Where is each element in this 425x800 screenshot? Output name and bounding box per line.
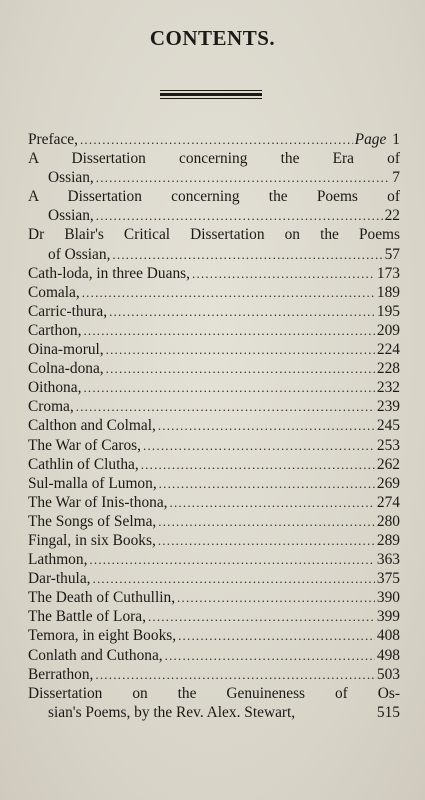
toc-entry-title: Conlath and Cuthona, — [28, 646, 163, 664]
ornamental-rule-bottom — [160, 98, 262, 99]
page-number-value: 498 — [376, 646, 400, 664]
toc-page-number — [377, 436, 400, 455]
dot-leader — [106, 359, 375, 378]
dot-leader — [82, 283, 375, 302]
dot-leader — [158, 512, 375, 531]
toc-page-number — [377, 340, 400, 359]
page-number-value: 7 — [392, 169, 400, 187]
toc-entry-row — [28, 550, 400, 569]
page-number-value: 515 — [376, 703, 400, 721]
dot-leader — [158, 531, 375, 550]
toc-entry-title: Lathmon, — [28, 551, 88, 569]
toc-entry — [28, 436, 400, 455]
toc-entry-row — [28, 416, 400, 435]
toc-entry-row — [28, 168, 400, 187]
page-number-value: 195 — [376, 302, 400, 320]
dot-leader — [80, 130, 353, 149]
page-number-value: 375 — [376, 570, 400, 588]
toc-entry — [28, 550, 400, 569]
page-number-value: 280 — [376, 512, 400, 530]
page-number-value: 274 — [376, 493, 400, 511]
toc-entry — [28, 359, 400, 378]
page-number-value: 1 — [392, 131, 400, 148]
page-number-value: 228 — [376, 360, 400, 378]
dot-leader — [159, 474, 375, 493]
toc-entry-title: of Ossian, — [48, 245, 111, 263]
toc-page-number — [377, 283, 400, 302]
page-number-value: 262 — [376, 455, 400, 473]
toc-entry-row — [28, 359, 400, 378]
toc-page-number — [377, 474, 400, 493]
toc-entry-row — [28, 474, 400, 493]
toc-entry-title: Temora, in eight Books, — [28, 627, 177, 645]
toc-entry — [28, 607, 400, 626]
toc-entry — [28, 684, 400, 722]
toc-entry — [28, 626, 400, 645]
toc-page-number — [377, 665, 400, 684]
toc-entry-row — [28, 340, 400, 359]
toc-entry — [28, 474, 400, 493]
page-number-value: 189 — [376, 283, 400, 301]
page-number-value: 253 — [376, 436, 400, 454]
toc-entry — [28, 512, 400, 531]
dot-leader — [89, 550, 374, 569]
ornamental-rule-top — [160, 90, 262, 91]
toc-entry-row — [28, 626, 400, 645]
toc-page-number — [377, 378, 400, 397]
toc-page-number — [377, 703, 400, 722]
toc-entry — [28, 569, 400, 588]
dot-leader — [178, 626, 375, 645]
toc-entry-row — [28, 130, 400, 149]
toc-entry-row — [28, 607, 400, 626]
toc-page-number — [377, 588, 400, 607]
toc-page-number — [392, 168, 400, 187]
dot-leader — [143, 436, 375, 455]
toc-entry-row — [28, 397, 400, 416]
page-number-value: 209 — [376, 321, 400, 339]
page-number-value: 390 — [376, 589, 400, 607]
toc-entry-row — [28, 378, 400, 397]
dot-leader — [83, 378, 374, 397]
toc-entry-title: Colna-dona, — [28, 360, 104, 378]
toc-entry-title: Calthon and Colmal, — [28, 417, 156, 435]
toc-entry-row — [28, 665, 400, 684]
toc-page-number — [377, 646, 400, 665]
dot-leader — [109, 302, 375, 321]
toc-entry-title: Cath-loda, in three Duans, — [28, 264, 190, 282]
toc-page-number — [377, 302, 400, 321]
toc-entry-title: Fingal, in six Books, — [28, 531, 156, 549]
toc-entry-title-line: A Dissertation concerning the Poems of — [28, 188, 400, 206]
dot-leader — [165, 646, 375, 665]
page-heading: CONTENTS. — [149, 26, 276, 50]
toc-entry-row — [28, 264, 400, 283]
toc-entry — [28, 397, 400, 416]
dot-leader — [93, 569, 375, 588]
toc-page-number — [385, 245, 400, 264]
toc-entry-title: sian's Poems, by the Rev. Alex. Stewart, — [48, 703, 296, 721]
dot-leader — [76, 397, 375, 416]
toc-entry-title: Oina-morul, — [28, 341, 104, 359]
page-number-value: 363 — [376, 551, 400, 569]
dot-leader — [95, 665, 375, 684]
toc-entry-title: Oithona, — [28, 379, 82, 397]
toc-entry-row — [28, 703, 400, 722]
toc-entry — [28, 225, 400, 263]
toc-page-number — [377, 416, 400, 435]
toc-entry — [28, 646, 400, 665]
toc-entry-title: The War of Inis-thona, — [28, 493, 168, 511]
toc-entry-title-line: Dr Blair's Critical Dissertation on the Poems — [28, 226, 400, 244]
dot-leader — [170, 493, 375, 512]
toc-entry-row — [28, 493, 400, 512]
toc-page-number — [377, 493, 400, 512]
toc-page-number — [377, 550, 400, 569]
page-number-value: 245 — [376, 417, 400, 435]
dot-leader — [106, 340, 375, 359]
toc-entry — [28, 588, 400, 607]
toc-entry-title: Croma, — [28, 398, 74, 416]
toc-page-number — [377, 607, 400, 626]
page-number-value: 408 — [376, 627, 400, 645]
toc-entry — [28, 455, 400, 474]
toc-page-number — [355, 130, 400, 149]
toc-entry-row — [28, 455, 400, 474]
toc-page-number — [377, 626, 400, 645]
toc-entry-title: Carthon, — [28, 321, 82, 339]
page-number-value: 22 — [384, 207, 400, 225]
toc-entry-title: The Death of Cuthullin, — [28, 589, 176, 607]
dot-leader — [96, 206, 383, 225]
toc-entry — [28, 378, 400, 397]
dot-leader — [177, 588, 375, 607]
page-number-value: 224 — [376, 341, 400, 359]
toc-entry-row — [28, 588, 400, 607]
toc-page-number — [377, 455, 400, 474]
toc-entry-row — [28, 436, 400, 455]
toc-entry — [28, 321, 400, 340]
toc-entry-title: The Battle of Lora, — [28, 608, 146, 626]
toc-entry-title: Sul-malla of Lumon, — [28, 474, 157, 492]
toc-entry-title-line: Dissertation on the Genuineness of Os- — [28, 684, 400, 702]
dot-leader — [83, 321, 374, 340]
toc-entry-title: Comala, — [28, 283, 80, 301]
toc-entry-title: Dar-thula, — [28, 570, 91, 588]
table-of-contents — [28, 130, 400, 722]
toc-entry-row — [28, 245, 400, 264]
toc-entry-title: Berrathon, — [28, 665, 94, 683]
ornamental-rule-middle — [160, 93, 262, 96]
toc-entry-title-line: A Dissertation concerning the Era of — [28, 150, 400, 168]
page-label: Page — [354, 131, 387, 148]
toc-entry-row — [28, 321, 400, 340]
toc-entry — [28, 493, 400, 512]
toc-page-number — [377, 264, 400, 283]
toc-page-number — [377, 569, 400, 588]
dot-leader — [141, 455, 375, 474]
page-number-value: 399 — [376, 608, 400, 626]
toc-entry — [28, 264, 400, 283]
toc-entry-title: Cathlin of Clutha, — [28, 455, 139, 473]
dot-leader — [96, 168, 391, 187]
toc-entry-title: Ossian, — [48, 207, 94, 225]
page-number-value: 57 — [384, 245, 400, 263]
page-number-value: 232 — [376, 379, 400, 397]
toc-page-number — [377, 531, 400, 550]
toc-entry — [28, 187, 400, 225]
toc-entry — [28, 665, 400, 684]
toc-entry-row — [28, 569, 400, 588]
toc-page-number — [377, 359, 400, 378]
toc-entry — [28, 283, 400, 302]
toc-entry-title: Preface, — [28, 131, 78, 148]
toc-entry — [28, 130, 400, 149]
toc-entry-row — [28, 512, 400, 531]
toc-page-number — [377, 321, 400, 340]
toc-entry — [28, 302, 400, 321]
dot-leader — [112, 245, 382, 264]
toc-entry — [28, 149, 400, 187]
toc-page-number — [377, 512, 400, 531]
page-number-value: 289 — [376, 531, 400, 549]
toc-entry — [28, 531, 400, 550]
toc-page-number — [377, 397, 400, 416]
dot-leader — [158, 416, 375, 435]
page-number-value: 503 — [376, 665, 400, 683]
dot-leader — [148, 607, 375, 626]
toc-entry — [28, 416, 400, 435]
toc-entry-title: Ossian, — [48, 169, 94, 187]
toc-page-number — [385, 206, 400, 225]
dot-leader — [192, 264, 375, 283]
toc-entry-row — [28, 646, 400, 665]
page-number-value: 269 — [376, 474, 400, 492]
toc-entry-row — [28, 302, 400, 321]
toc-entry-title: The Songs of Selma, — [28, 512, 157, 530]
toc-entry-row — [28, 531, 400, 550]
toc-entry-row — [28, 283, 400, 302]
toc-entry — [28, 340, 400, 359]
page-number-value: 173 — [376, 264, 400, 282]
page-number-value: 239 — [376, 398, 400, 416]
toc-entry-title: Carric-thura, — [28, 302, 108, 320]
toc-entry-title: The War of Caros, — [28, 436, 142, 454]
toc-entry-row — [28, 206, 400, 225]
